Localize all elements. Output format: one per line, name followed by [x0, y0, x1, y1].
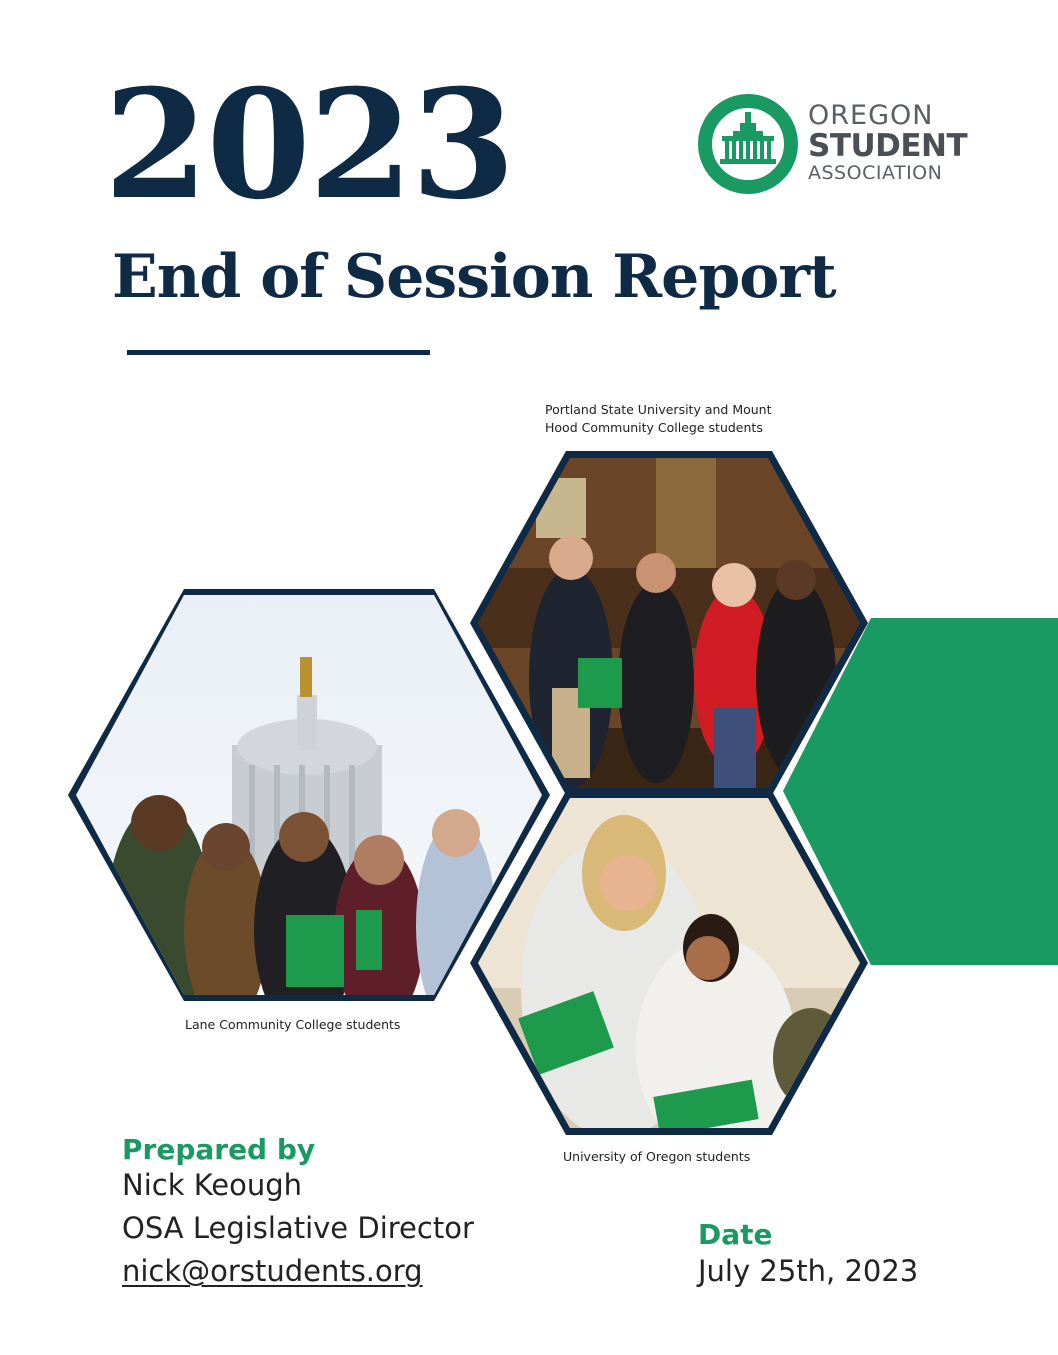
title-divider — [127, 350, 430, 355]
logo-line-oregon: OREGON — [808, 100, 934, 131]
caption-lane: Lane Community College students — [185, 1017, 401, 1032]
preparer-email-link[interactable]: nick@orstudents.org — [122, 1254, 423, 1288]
date-label: Date — [698, 1218, 773, 1251]
photo-psu-mount-hood — [466, 448, 872, 798]
prepared-by-label: Prepared by — [122, 1133, 316, 1166]
caption-university-of-oregon: University of Oregon students — [563, 1149, 751, 1164]
caption-psu-line-1: Portland State University and Mount — [545, 402, 772, 417]
photo-university-of-oregon — [466, 788, 872, 1138]
logo-line-student: STUDENT — [808, 128, 968, 164]
report-title: End of Session Report — [112, 242, 836, 312]
preparer-role: OSA Legislative Director — [122, 1211, 474, 1245]
capitol-building-icon — [696, 92, 800, 196]
report-year: 2023 — [104, 57, 514, 233]
caption-psu-line-2: Hood Community College students — [545, 420, 763, 435]
logo-line-association: ASSOCIATION — [808, 162, 943, 184]
caption-psu-mount-hood — [545, 401, 772, 437]
date-value: July 25th, 2023 — [698, 1254, 919, 1288]
preparer-name: Nick Keough — [122, 1168, 303, 1202]
osa-logo — [696, 92, 966, 196]
